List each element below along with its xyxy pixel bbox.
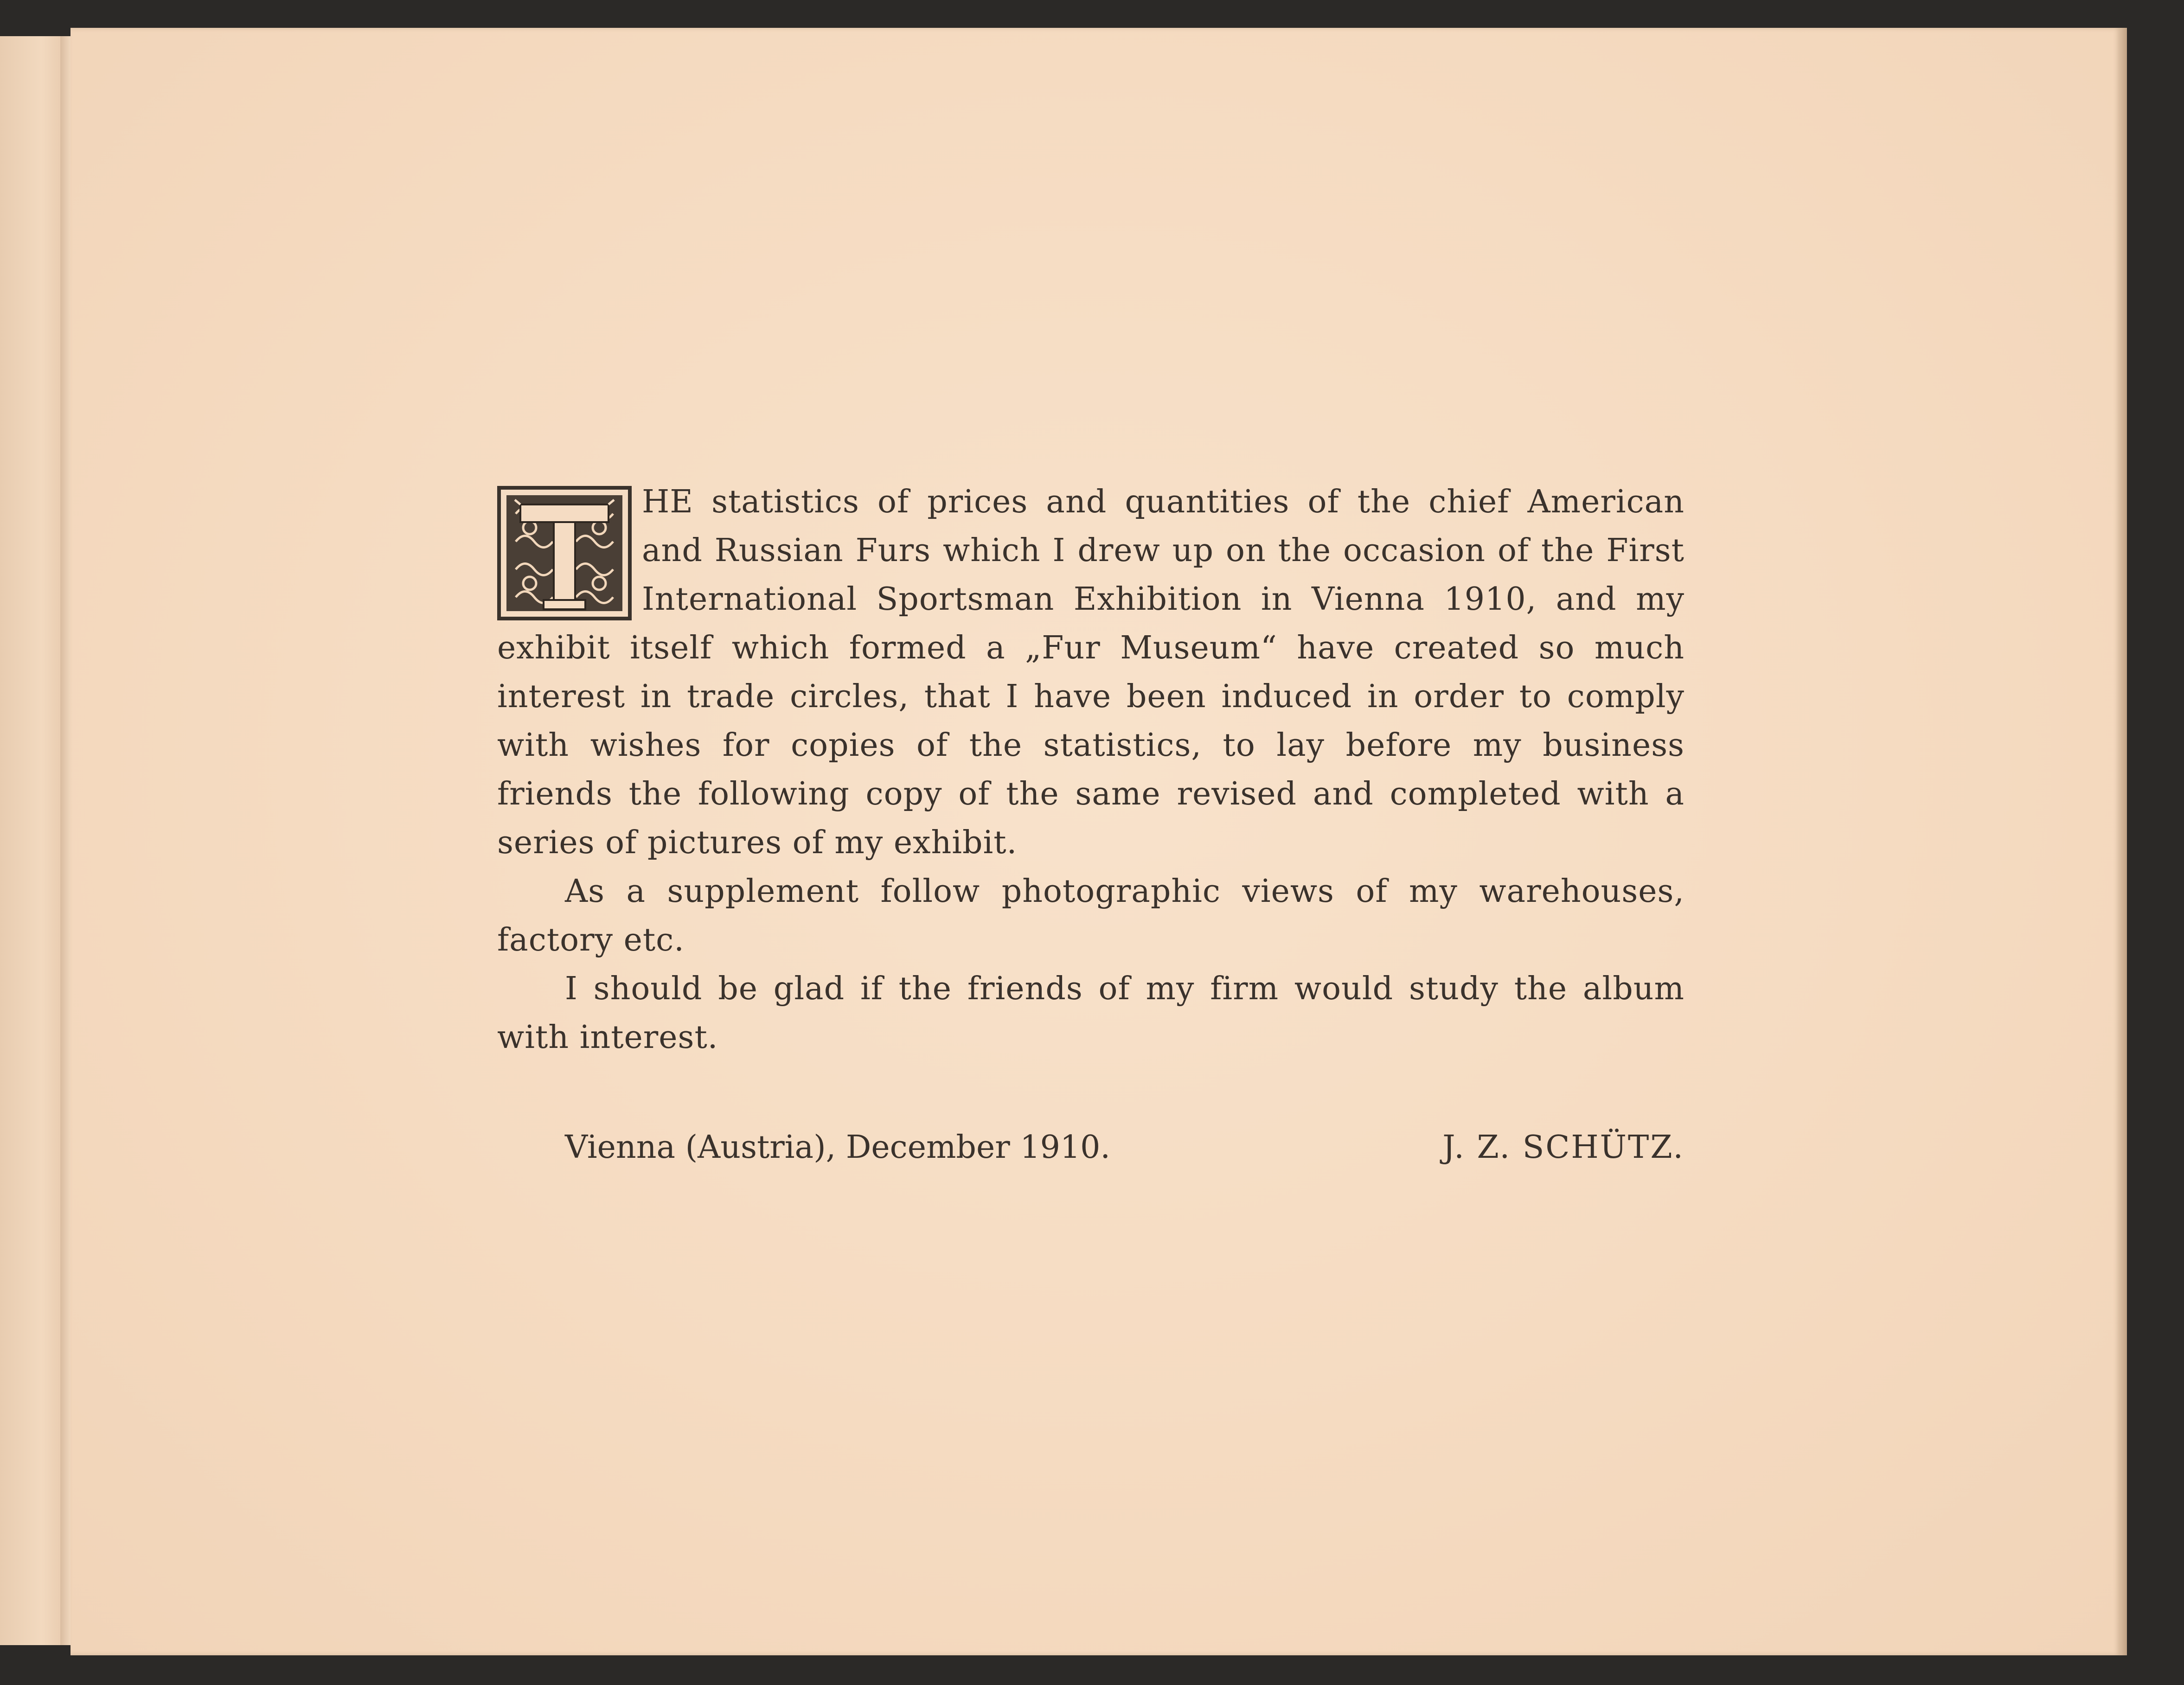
second-paragraph: As a supplement follow photographic views of my warehouses, factory etc. (497, 873, 1684, 958)
letter-body (497, 478, 1684, 1062)
right-page-edge (2120, 28, 2127, 1655)
first-paragraph (497, 478, 1684, 867)
first-paragraph-text: HE statistics of prices and quantities of the chief American and Russian Furs which I drew up on the occasion of the First International Sportsman Exhibition in Vienna 1910, and my exhibit itself which formed a „Fur Museum“ have created so much interest in trade circles, that I have been induced in order to comply with wishes for copies of the statistics, to lay before my business friends the following copy of the same revised and completed with a series of pictures of my exhibit. (497, 484, 1684, 861)
closing-line (565, 1122, 1684, 1173)
signatory-name: J. Z. SCHÜTZ. (1442, 1129, 1684, 1166)
third-paragraph: I should be glad if the friends of my firm would study the album with interest. (497, 970, 1684, 1056)
decorative-initial (497, 486, 632, 620)
left-page-fold (60, 36, 70, 1645)
place-and-date: Vienna (Austria), December 1910. (565, 1129, 1110, 1166)
ornamental-letter-t-icon (497, 486, 632, 620)
